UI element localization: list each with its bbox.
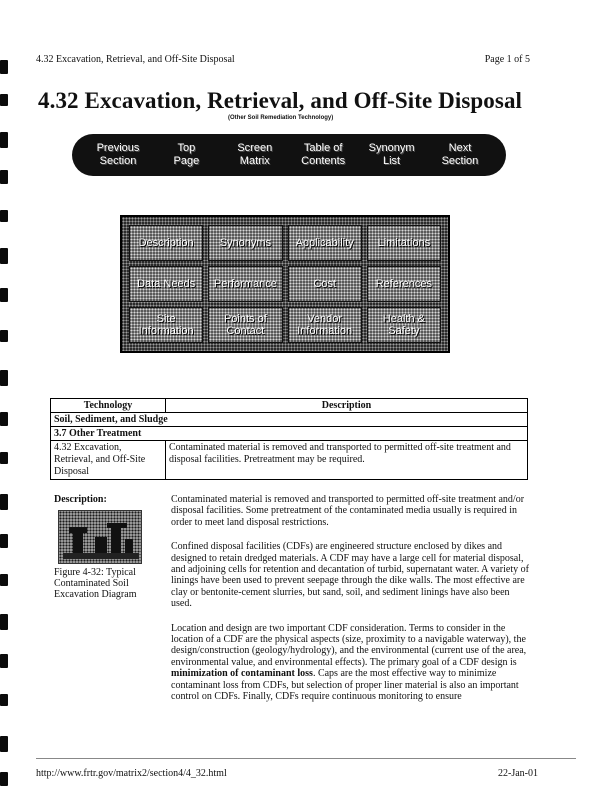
top-page-button[interactable]: Top Page — [173, 142, 200, 167]
menu-description[interactable]: Description — [129, 225, 203, 261]
menu-cost[interactable]: Cost — [288, 266, 362, 302]
excavation-diagram-icon — [59, 511, 143, 565]
page-subtitle: (Other Soil Remediation Technology) — [228, 115, 334, 121]
paragraph-1: Contaminated material is removed and transported to permitted off-site treatment and/or disposal facilities. Some pretreatment of the contaminated media usually is required in order to meet land disposal restrictions. — [171, 494, 525, 528]
navigation-bar — [72, 134, 506, 176]
next-section-button[interactable]: Next Section — [441, 142, 479, 167]
figure-caption[interactable]: Figure 4-32: Typical Contaminated Soil Excavation Diagram — [54, 567, 137, 600]
menu-points-of-contact[interactable]: Points of Contact — [208, 307, 282, 343]
technology-table — [50, 398, 528, 480]
menu-performance[interactable]: Performance — [208, 266, 282, 302]
table-cell-description: Contaminated material is removed and transported to permitted off-site treatment and disposal facilities. Pretreatment may be required. — [166, 441, 528, 480]
table-row — [51, 441, 528, 480]
table-subsection-row — [51, 427, 528, 441]
footer-date: 22-Jan-01 — [498, 768, 538, 779]
page-title: 4.32 Excavation, Retrieval, and Off-Site Disposal — [38, 88, 523, 113]
page-indicator: Page 1 of 5 — [484, 54, 530, 65]
excavation-diagram-thumbnail[interactable] — [58, 510, 142, 564]
menu-synonyms[interactable]: Synonyms — [208, 225, 282, 261]
description-body — [171, 494, 531, 716]
synonym-list-button[interactable]: Synonym List — [368, 142, 415, 167]
table-section-row — [51, 413, 528, 427]
paragraph-3: Location and design are two important CDF consideration. Terms to consider in the location of a CDF are the physical aspects (size, proximity to a navigable waterway), the design/construction (geology/hydrology), and the environmental (current use of the area, environmental value, and environmental effects). The primary goal of a CDF design is minimization of contaminant loss. Caps are the most effective way to minimize contaminant loss from CDFs, but selection of proper liner material is also an important control on CDFs. Finally, CDFs require continuous monitoring to ensure — [171, 622, 527, 703]
column-header-description: Description — [166, 399, 528, 413]
binder-holes — [0, 0, 12, 800]
menu-data-needs[interactable]: Data Needs — [129, 266, 203, 302]
column-header-technology: Technology — [51, 399, 166, 413]
menu-applicability[interactable]: Applicability — [288, 225, 362, 261]
menu-site-information[interactable]: Site Information — [129, 307, 203, 343]
table-header-row — [51, 399, 528, 413]
description-heading: Description: — [54, 494, 107, 505]
table-section-label: Soil, Sediment, and Sludge — [51, 413, 528, 427]
menu-references[interactable]: References — [367, 266, 441, 302]
previous-section-button[interactable]: Previous Section — [96, 142, 140, 167]
paragraph-2: Confined disposal facilities (CDFs) are engineered structure enclosed by dikes and designed to retain dredged materials. A CDF may have a large cell for material disposal, and adjoining cells for retention and decantation of turbid, supernatant water. A variety of linings have been used to prevent seepage through the dike walls. The most effective are clay or bentonite-cement slurries, but sand, soil, and sediment linings have also been used. — [171, 541, 529, 610]
emphasis-text: minimization of contaminant loss — [171, 668, 313, 680]
table-subsection-label: 3.7 Other Treatment — [51, 427, 528, 441]
screen-matrix-button[interactable]: Screen Matrix — [237, 142, 273, 167]
table-cell-technology: 4.32 Excavation, Retrieval, and Off-Site Disposal — [51, 441, 166, 480]
table-of-contents-button[interactable]: Table of Contents — [301, 142, 346, 167]
section-menu-grid — [120, 215, 450, 353]
running-header-title: 4.32 Excavation, Retrieval, and Off-Site Disposal — [36, 54, 235, 65]
menu-health-safety[interactable]: Health & Safety — [367, 307, 441, 343]
footer-url: http://www.frtr.gov/matrix2/section4/4_32.html — [36, 768, 227, 779]
menu-vendor-information[interactable]: Vendor Information — [288, 307, 362, 343]
footer-divider — [36, 758, 576, 759]
menu-limitations[interactable]: Limitations — [367, 225, 441, 261]
